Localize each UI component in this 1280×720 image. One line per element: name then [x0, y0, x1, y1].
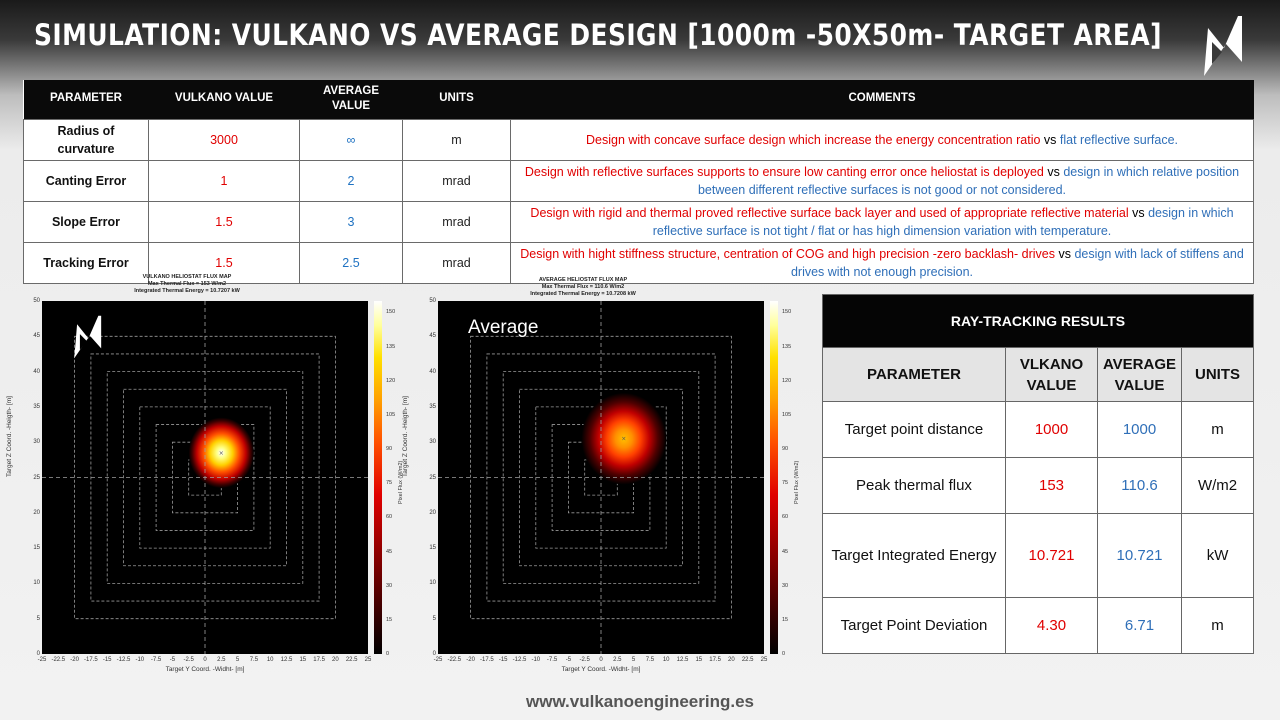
comment-vs: vs — [1043, 132, 1057, 147]
y-tick-label: 15 — [33, 545, 40, 552]
flux-map-integrated-energy: Integrated Thermal Energy = 10.7208 kW — [530, 291, 636, 297]
comment-vs: vs — [1047, 164, 1060, 179]
units-cell: m — [403, 119, 511, 160]
units-cell: mrad — [403, 160, 511, 201]
vulkano-lightning-logo-icon — [1198, 14, 1246, 78]
x-tick-label: -17.5 — [84, 657, 98, 663]
colorbar-tick-label: 150 — [782, 309, 792, 316]
parameter-table — [23, 80, 1254, 284]
y-axis-label: Target Z Coord. -Heigth- [m] — [402, 396, 409, 477]
colorbar-tick-label: 30 — [386, 582, 393, 589]
y-tick-label: 5 — [36, 615, 40, 622]
parameter-name: Canting Error — [24, 160, 149, 201]
x-tick-label: 22.5 — [741, 657, 754, 663]
average-value: 10.721 — [1098, 514, 1182, 598]
average-value: 110.6 — [1098, 458, 1182, 514]
y-tick-label: 20 — [33, 509, 40, 516]
units-cell: mrad — [403, 201, 511, 242]
website-url[interactable]: www.vulkanoengineering.es — [526, 692, 754, 711]
vulkano-flux-map — [2, 272, 404, 673]
colorbar-tick-label: 30 — [782, 582, 789, 589]
comment-vulkano: Design with reflective surfaces supports to ensure low canting error once heliostat is deployed — [524, 164, 1044, 179]
ray-tracing-header-row — [823, 348, 1254, 402]
x-tick-label: -15 — [498, 657, 508, 663]
x-tick-label: 5 — [235, 657, 240, 663]
y-tick-label: 45 — [33, 333, 40, 340]
x-tick-label: 20 — [332, 657, 339, 663]
x-tick-label: 10 — [266, 657, 274, 663]
colorbar-tick-label: 75 — [782, 480, 789, 487]
y-tick-label: 10 — [33, 580, 40, 587]
x-tick-label: 12.5 — [676, 657, 689, 663]
colorbar-tick-label: 45 — [782, 548, 789, 555]
x-tick-label: -12.5 — [116, 657, 131, 663]
average-flux-map — [398, 272, 800, 673]
average-value: ∞ — [300, 119, 403, 160]
x-tick-label: 2.5 — [217, 657, 226, 663]
colorbar-label: Pixel Flux (W/m2) — [794, 460, 800, 504]
parameter-name: Tracking Error — [24, 242, 149, 283]
average-value: 2 — [300, 160, 403, 201]
vulkano-value: 1000 — [1006, 402, 1098, 458]
header-parameter: PARAMETER — [823, 348, 1006, 402]
x-tick-label: -25 — [433, 657, 443, 663]
colorbar — [770, 301, 778, 654]
header-vulkano-value: VLKANO VALUE — [1006, 348, 1098, 402]
y-tick-label: 5 — [432, 615, 436, 622]
vulkano-value: 4.30 — [1006, 598, 1098, 654]
colorbar-tick-label: 105 — [386, 411, 396, 418]
colorbar-tick-label: 150 — [386, 309, 396, 316]
flux-map-max-flux: Max Thermal Flux = 153 W/m2 — [147, 281, 227, 287]
x-tick-label: -15 — [102, 657, 112, 663]
x-tick-label: 0 — [599, 657, 603, 663]
x-axis-label: Target Y Coord. -Widht- [m] — [561, 666, 641, 673]
comment-vs: vs — [1132, 205, 1145, 220]
y-tick-label: 20 — [429, 509, 436, 516]
parameter-name: Slope Error — [24, 201, 149, 242]
y-axis-label: Target Z Coord. -Heigth- [m] — [6, 396, 13, 477]
x-tick-label: 7.5 — [249, 657, 259, 663]
units-cell: kW — [1182, 514, 1254, 598]
comment-average: design in which relative position between different reflective surfaces is not good or not considered. — [697, 164, 1240, 197]
units-cell: m — [1182, 402, 1254, 458]
parameter-table-header-row — [24, 80, 1254, 119]
y-axis-ticks — [424, 298, 436, 657]
flux-map-plot — [438, 301, 764, 654]
y-tick-label: 25 — [429, 474, 436, 481]
average-value: 1000 — [1098, 402, 1182, 458]
x-axis-ticks — [433, 657, 768, 665]
table-row — [24, 201, 1254, 242]
vulkano-value: 1.5 — [149, 201, 300, 242]
header-average-value: AVERAGE VALUE — [300, 80, 403, 119]
colorbar-tick-label: 120 — [782, 377, 792, 384]
colorbar-tick-label: 15 — [782, 616, 789, 623]
y-tick-label: 25 — [33, 474, 40, 481]
flux-map-title: AVERAGE HELIOSTAT FLUX MAP — [538, 277, 628, 283]
x-tick-label: 0 — [203, 657, 207, 663]
x-tick-label: 22.5 — [345, 657, 358, 663]
y-tick-label: 30 — [33, 439, 40, 446]
comment-vulkano: Design with hight stiffness structure, centration of COG and high precision -zero backlash- drives — [520, 246, 1055, 261]
parameter-name: Target point distance — [823, 402, 1006, 458]
colorbar-tick-label: 0 — [386, 651, 390, 657]
header-units: UNITS — [403, 80, 511, 119]
x-tick-label: 2.5 — [613, 657, 622, 663]
x-tick-label: -22.5 — [447, 657, 462, 663]
table-row — [823, 458, 1254, 514]
average-overlay-label: Average — [468, 317, 539, 338]
flux-map-integrated-energy: Integrated Thermal Energy = 10.7207 kW — [134, 288, 240, 294]
header-parameter: PARAMETER — [24, 80, 149, 119]
table-row — [823, 598, 1254, 654]
x-tick-label: 25 — [760, 657, 768, 663]
ray-tracing-title: RAY-TRACKING RESULTS — [823, 295, 1254, 348]
comment-vulkano: Design with rigid and thermal proved reflective surface back layer and used of appropriate reflective material — [530, 205, 1129, 220]
y-tick-label: 0 — [432, 651, 436, 657]
vulkano-value: 3000 — [149, 119, 300, 160]
peak-marker: × — [218, 449, 224, 457]
x-tick-label: -20 — [70, 657, 79, 663]
average-value: 3 — [300, 201, 403, 242]
x-tick-label: -10 — [531, 657, 541, 663]
x-tick-label: 25 — [364, 657, 372, 663]
comment-vs: vs — [1058, 246, 1071, 261]
y-tick-label: 40 — [33, 368, 40, 375]
vulkano-value: 10.721 — [1006, 514, 1098, 598]
table-row — [823, 514, 1254, 598]
y-tick-label: 40 — [429, 368, 436, 375]
colorbar-tick-label: 60 — [386, 514, 393, 521]
x-tick-label: -7.5 — [150, 657, 162, 663]
colorbar-tick-label: 15 — [386, 616, 393, 623]
colorbar-tick-label: 75 — [386, 480, 393, 487]
units-cell: W/m2 — [1182, 458, 1254, 514]
colorbar-tick-label: 135 — [386, 343, 396, 350]
x-tick-label: -5 — [565, 657, 572, 663]
y-tick-label: 0 — [36, 651, 40, 657]
colorbar — [374, 301, 382, 654]
x-tick-label: 12.5 — [280, 657, 293, 663]
vulkano-value: 1.5 — [149, 242, 300, 283]
x-tick-label: 7.5 — [645, 657, 655, 663]
y-tick-label: 35 — [33, 403, 40, 410]
y-axis-ticks — [28, 298, 40, 657]
colorbar-tick-label: 120 — [386, 377, 396, 384]
header-units: UNITS — [1182, 348, 1254, 402]
comment-cell — [511, 119, 1254, 160]
table-row — [823, 402, 1254, 458]
colorbar-tick-label: 135 — [782, 343, 792, 350]
x-tick-label: 17.5 — [709, 657, 721, 663]
y-tick-label: 10 — [429, 580, 436, 587]
x-tick-label: -12.5 — [512, 657, 527, 663]
x-tick-label: -20 — [466, 657, 475, 663]
y-tick-label: 30 — [429, 439, 436, 446]
parameter-name: Peak thermal flux — [823, 458, 1006, 514]
header-average-value: AVERAGE VALUE — [1098, 348, 1182, 402]
table-row — [24, 160, 1254, 201]
comment-average: design in which reflective surface is not tight / flat or has high dimension variation with temperature. — [652, 205, 1234, 238]
flux-map-heatmap — [438, 301, 764, 654]
header-comments: COMMENTS — [511, 80, 1254, 119]
x-axis-label: Target Y Coord. -Widht- [m] — [165, 666, 245, 673]
units-cell: mrad — [403, 242, 511, 283]
average-value: 2.5 — [300, 242, 403, 283]
x-tick-label: 17.5 — [313, 657, 325, 663]
comment-cell — [511, 160, 1254, 201]
comment-cell — [511, 201, 1254, 242]
colorbar-label: Pixel Flux (W/m2) — [398, 460, 404, 504]
x-tick-label: -2.5 — [579, 657, 590, 663]
y-tick-label: 50 — [429, 298, 436, 304]
x-tick-label: 15 — [299, 657, 307, 663]
x-tick-label: 5 — [631, 657, 636, 663]
x-tick-label: -7.5 — [546, 657, 558, 663]
flux-map-max-flux: Max Thermal Flux = 110.6 W/m2 — [541, 284, 625, 290]
ray-tracing-results-table — [822, 294, 1254, 654]
x-tick-label: 15 — [695, 657, 703, 663]
header-vulkano-value: VULKANO VALUE — [149, 80, 300, 119]
page-title: SIMULATION: VULKANO VS AVERAGE DESIGN [1000m -50X50m- TARGET AREA] — [34, 18, 1162, 52]
x-axis-ticks — [37, 657, 372, 665]
units-cell: m — [1182, 598, 1254, 654]
parameter-name: Radius of curvature — [24, 119, 149, 160]
y-tick-label: 15 — [429, 545, 436, 552]
colorbar-tick-label: 0 — [782, 651, 786, 657]
vulkano-value: 1 — [149, 160, 300, 201]
vulkano-value: 153 — [1006, 458, 1098, 514]
y-tick-label: 45 — [429, 333, 436, 340]
x-tick-label: -22.5 — [51, 657, 66, 663]
colorbar-tick-label: 45 — [386, 548, 393, 555]
x-tick-label: 10 — [662, 657, 670, 663]
x-tick-label: -5 — [169, 657, 176, 663]
colorbar-tick-label: 105 — [782, 411, 792, 418]
x-tick-label: -2.5 — [183, 657, 194, 663]
x-tick-label: -10 — [135, 657, 145, 663]
flux-map-title: VULKANO HELIOSTAT FLUX MAP — [142, 274, 232, 280]
x-tick-label: -17.5 — [480, 657, 494, 663]
colorbar-tick-label: 90 — [386, 446, 393, 453]
table-row — [24, 119, 1254, 160]
peak-marker: × — [621, 435, 627, 443]
comment-average: design with lack of stiffens and drives with not enough precision. — [790, 246, 1244, 279]
comment-vulkano: Design with concave surface design which increase the energy concentration ratio — [586, 132, 1041, 147]
y-tick-label: 35 — [429, 403, 436, 410]
x-tick-label: -25 — [37, 657, 47, 663]
colorbar-tick-label: 90 — [782, 446, 789, 453]
parameter-name: Target Point Deviation — [823, 598, 1006, 654]
y-tick-label: 50 — [33, 298, 40, 304]
parameter-name: Target Integrated Energy — [823, 514, 1006, 598]
comment-average: flat reflective surface. — [1059, 132, 1178, 147]
vulkano-lightning-logo-icon — [70, 312, 104, 362]
x-tick-label: 20 — [728, 657, 735, 663]
colorbar-tick-label: 60 — [782, 514, 789, 521]
average-value: 6.71 — [1098, 598, 1182, 654]
